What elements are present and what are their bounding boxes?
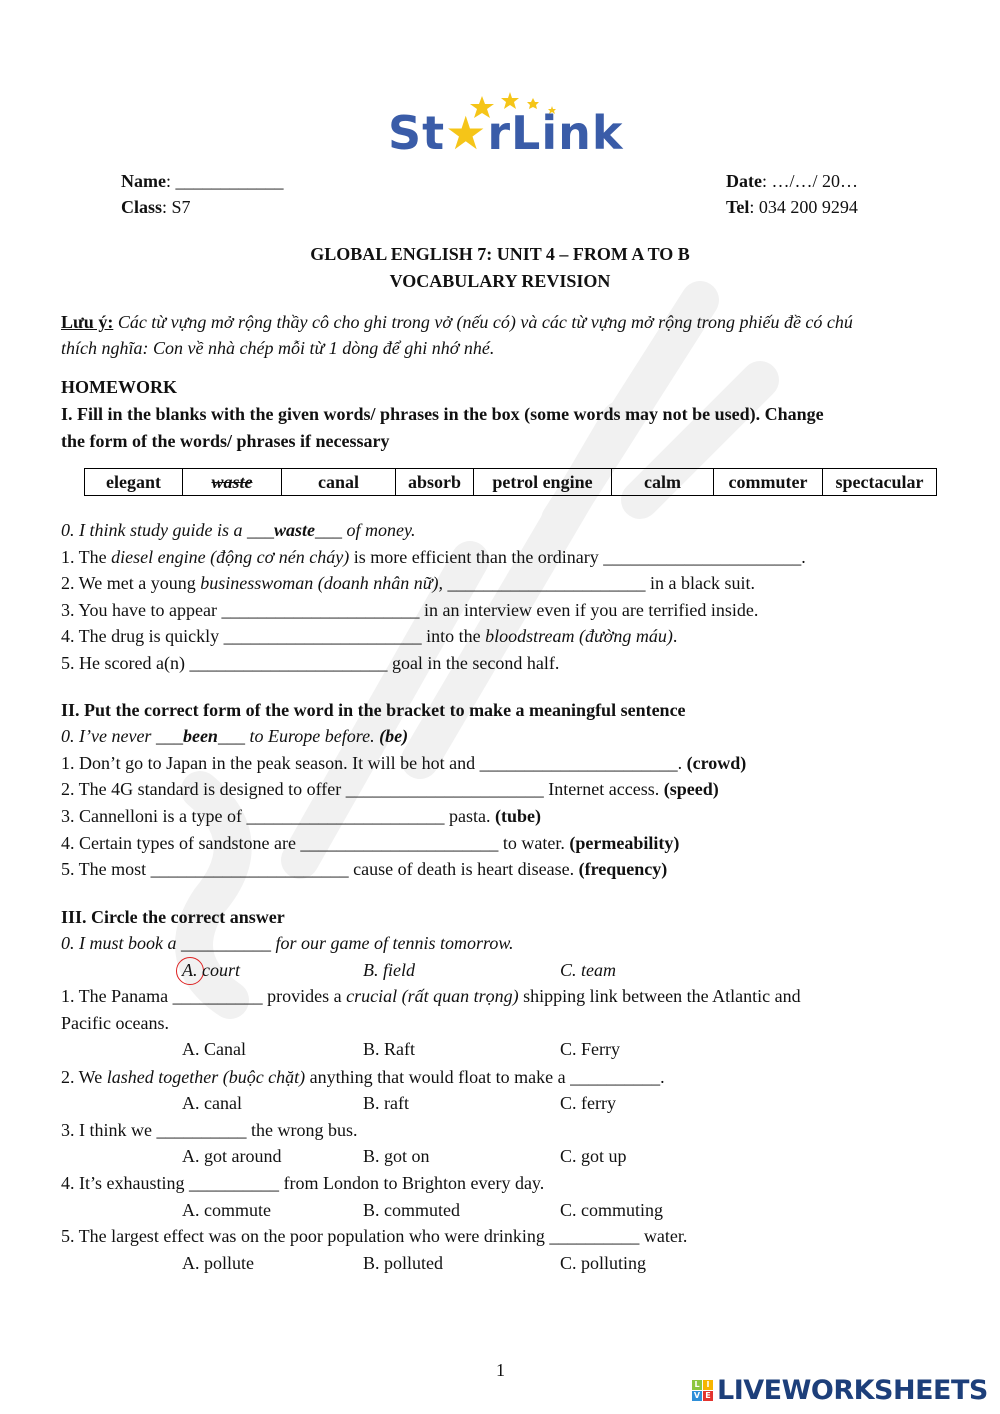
tel-value: : 034 200 9294 — [749, 197, 858, 217]
word-box — [84, 468, 937, 496]
question — [61, 832, 679, 854]
tel-label: Tel — [726, 197, 750, 217]
section-3-heading: III. Circle the correct answer — [61, 907, 285, 927]
option-a[interactable]: A. Canal — [182, 1039, 246, 1059]
option-b[interactable]: B. commuted — [363, 1200, 460, 1220]
text: bloodstream (đường máu) — [485, 626, 673, 646]
text: 1. The — [61, 547, 112, 567]
question — [61, 985, 801, 1007]
text: 3. You have to appear ______________________ in an interview even if you are terrified inside. — [61, 600, 759, 620]
example-answer: waste — [273, 520, 315, 540]
text: 4. Certain types of sandstone are ______________________ to water. — [61, 833, 570, 853]
option-c[interactable]: C. got up — [560, 1146, 627, 1166]
question — [61, 752, 746, 774]
text: ______________________ in a black suit. — [443, 573, 756, 593]
text: lashed together (buộc chặt) — [106, 1067, 306, 1087]
text: 1. The Panama __________ provides a — [61, 986, 347, 1006]
section-2-heading: II. Put the correct form of the word in the bracket to make a meaningful sentence — [61, 700, 686, 720]
starlink-logo — [388, 92, 624, 162]
date-field — [726, 170, 858, 192]
hint: (permeability) — [569, 833, 680, 853]
text: 4. The drug is quickly ______________________ into the — [61, 626, 486, 646]
option-a[interactable]: A. got around — [182, 1146, 282, 1166]
example-answer: been — [182, 726, 218, 746]
text: ___ to Europe before. — [217, 726, 380, 746]
text: 5. The most ______________________ cause of death is heart disease. — [61, 859, 579, 879]
option-b[interactable]: B. polluted — [363, 1253, 443, 1273]
name-value: : ____________ — [165, 171, 284, 191]
text: is more efficient than the ordinary ______________________. — [349, 547, 806, 567]
question: 4. It’s exhausting __________ from London to Brighton every day. — [61, 1173, 545, 1193]
word-cell: absorb — [396, 469, 474, 496]
logo-letter: I — [703, 1380, 713, 1390]
option-a[interactable]: A. commute — [182, 1200, 271, 1220]
logo-text: St★rLink — [388, 106, 624, 160]
option-a[interactable]: A. court — [182, 960, 240, 980]
question — [61, 805, 541, 827]
question — [61, 546, 806, 568]
text: businesswoman (doanh nhân nữ), — [200, 573, 444, 593]
word-cell: elegant — [85, 469, 183, 496]
note-text: Các từ vựng mở rộng thầy cô cho ghi trong vở (nếu có) và các từ vựng mở rộng trong phiếu đề có chú — [113, 312, 853, 332]
question — [61, 1066, 665, 1088]
text: 0. I’ve never ___ — [61, 726, 183, 746]
option-c[interactable]: C. team — [560, 960, 616, 980]
liveworksheets-text: LIVEWORKSHEETS — [717, 1375, 988, 1406]
live-squares-icon — [692, 1380, 713, 1401]
name-label: Name — [121, 171, 166, 191]
option-b[interactable]: B. Raft — [363, 1039, 415, 1059]
name-field — [121, 170, 284, 192]
note — [61, 311, 853, 333]
logo-letter: V — [693, 1391, 701, 1400]
class-field — [121, 196, 191, 218]
option-a[interactable]: A. pollute — [182, 1253, 254, 1273]
date-label: Date — [726, 171, 762, 191]
option-c[interactable]: C. Ferry — [560, 1039, 620, 1059]
option-b[interactable]: B. raft — [363, 1093, 409, 1113]
hint: (speed) — [663, 779, 719, 799]
logo-letter: E — [703, 1391, 713, 1401]
note-text-2: thích nghĩa: Con về nhà chép mỗi từ 1 dòng để ghi nhớ nhé. — [61, 338, 495, 358]
option-a[interactable]: A. canal — [182, 1093, 242, 1113]
text: 3. Cannelloni is a type of ______________________ pasta. — [61, 806, 495, 826]
text: 2. We — [61, 1067, 107, 1087]
hint: (frequency) — [578, 859, 668, 879]
question — [61, 652, 559, 674]
word-cell: commuter — [714, 469, 823, 496]
date-value: : …/…/ 20… — [761, 171, 858, 191]
class-value: : S7 — [162, 197, 191, 217]
logo-letter: L — [692, 1380, 702, 1390]
page-number: 1 — [496, 1360, 505, 1380]
text: diesel engine (động cơ nén cháy) — [111, 547, 350, 567]
question: 3. I think we __________ the wrong bus. — [61, 1120, 358, 1140]
title-line-2: VOCABULARY REVISION — [389, 271, 611, 291]
text: crucial (rất quan trọng) — [346, 986, 519, 1006]
question — [61, 858, 667, 880]
text: anything that would float to make a __________. — [305, 1067, 665, 1087]
text: 5. He scored a(n) ______________________ goal in the second half. — [61, 653, 560, 673]
word-cell: petrol engine — [474, 469, 612, 496]
tel-field — [726, 196, 858, 218]
word-cell: canal — [282, 469, 396, 496]
question — [61, 599, 758, 621]
section-1-heading-2: the form of the words/ phrases if necessary — [61, 431, 390, 451]
text: shipping link between the Atlantic and — [518, 986, 801, 1006]
example-1 — [61, 519, 416, 541]
text: 2. The 4G standard is designed to offer ______________________ Internet access. — [61, 779, 664, 799]
class-label: Class — [121, 197, 163, 217]
word-cell-used: waste — [183, 469, 282, 496]
homework-heading: HOMEWORK — [61, 377, 177, 397]
hint: (be) — [379, 726, 409, 746]
word-cell: spectacular — [823, 469, 937, 496]
text: 2. We met a young — [61, 573, 201, 593]
question — [61, 572, 755, 594]
section-1-heading: I. Fill in the blanks with the given words/ phrases in the box (some words may not be used). Change — [61, 404, 824, 424]
text: 1. Don’t go to Japan in the peak season. It will be hot and ______________________. — [61, 753, 687, 773]
title-line-1: GLOBAL ENGLISH 7: UNIT 4 – FROM A TO B — [310, 244, 690, 264]
text: ___ of money. — [315, 520, 416, 540]
text: 0. I think study guide is a ___ — [61, 520, 274, 540]
hint: (crowd) — [686, 753, 747, 773]
word-cell: calm — [612, 469, 714, 496]
option-c[interactable]: C. polluting — [560, 1253, 647, 1273]
text: . — [672, 626, 678, 646]
example-2 — [61, 725, 408, 747]
option-b[interactable]: B. field — [363, 960, 415, 980]
example-3: 0. I must book a __________ for our game of tennis tomorrow. — [61, 933, 514, 953]
question-cont: Pacific oceans. — [61, 1013, 169, 1033]
option-b[interactable]: B. got on — [363, 1146, 430, 1166]
option-c[interactable]: C. commuting — [560, 1200, 663, 1220]
question — [61, 625, 677, 647]
option-c[interactable]: C. ferry — [560, 1093, 616, 1113]
hint: (tube) — [494, 806, 541, 826]
note-label: Lưu ý: — [61, 312, 114, 332]
question — [61, 778, 719, 800]
liveworksheets-logo — [692, 1375, 988, 1406]
question: 5. The largest effect was on the poor population who were drinking __________ water. — [61, 1226, 688, 1246]
